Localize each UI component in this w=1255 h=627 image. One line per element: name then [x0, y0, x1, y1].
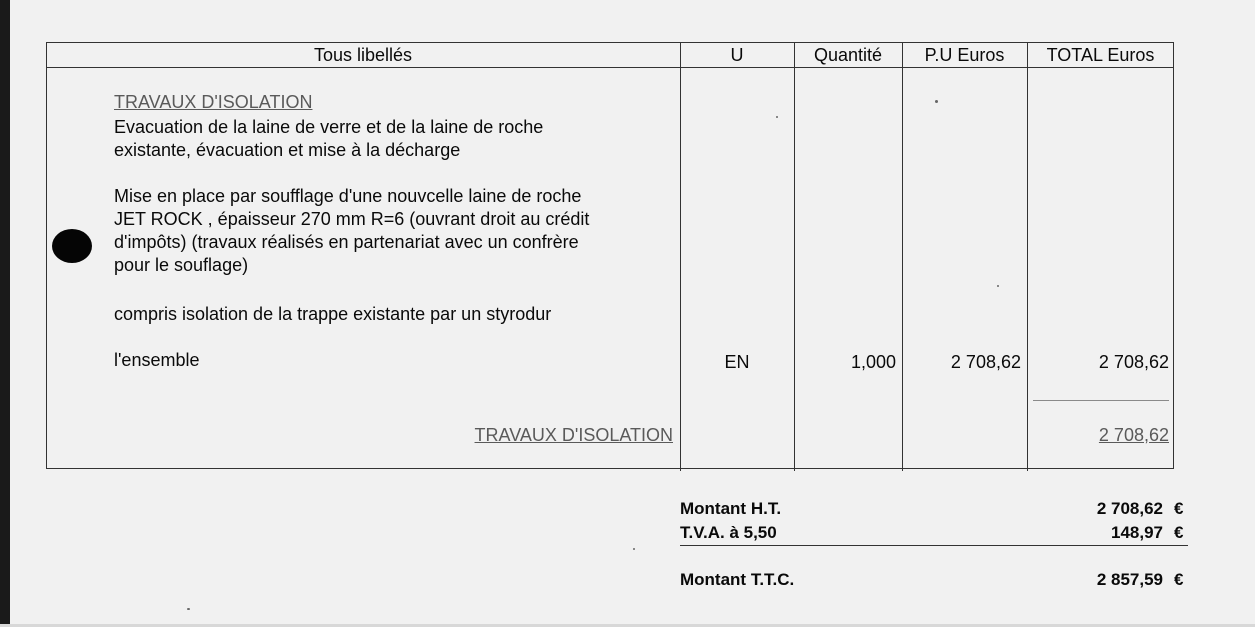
col-divider-unit: [680, 42, 681, 471]
currency-symbol: €: [1174, 523, 1184, 542]
subtotal-value: 2 708,62: [1098, 425, 1169, 445]
line-item-quantity: 1,000: [850, 352, 896, 372]
header-label: Tous libellés: [313, 45, 413, 65]
currency-symbol: €: [1174, 570, 1184, 589]
header-unit: U: [730, 45, 744, 65]
header-quantity: Quantité: [813, 45, 883, 65]
scan-speck: [776, 116, 778, 118]
col-divider-unit-price: [902, 42, 903, 471]
description-line: Mise en place par soufflage d'une nouvcelle laine de roche: [114, 186, 582, 206]
description-line: existante, évacuation et mise à la décharge: [114, 140, 461, 160]
header-unit-price: P.U Euros: [924, 45, 1005, 65]
tva-label: T.V.A. à 5,50: [680, 523, 777, 542]
subtotal-separator: [1033, 400, 1169, 401]
total-ht-value: 2 708,62: [1096, 499, 1163, 518]
col-divider-total: [1027, 42, 1028, 471]
description-line: JET ROCK , épaisseur 270 mm R=6 (ouvrant droit au crédit: [114, 209, 590, 229]
col-divider-quantity: [794, 42, 795, 471]
subtotal-label: TRAVAUX D'ISOLATION: [474, 425, 673, 445]
section-title: TRAVAUX D'ISOLATION: [114, 92, 313, 112]
line-item-unit: EN: [724, 352, 750, 372]
header-total: TOTAL Euros: [1046, 45, 1155, 65]
header-divider: [46, 67, 1174, 68]
total-ttc-label: Montant T.T.C.: [680, 570, 795, 589]
tva-value: 148,97: [1111, 523, 1163, 542]
total-ht-label: Montant H.T.: [680, 499, 782, 518]
line-item-unit-price: 2 708,62: [950, 352, 1021, 372]
scan-speck: [187, 608, 190, 610]
scan-edge: [0, 0, 10, 627]
scan-speck: [997, 285, 999, 287]
line-item-label: l'ensemble: [114, 350, 200, 370]
scan-speck: [935, 100, 938, 103]
total-ttc-value: 2 857,59: [1096, 570, 1163, 589]
line-item-total: 2 708,62: [1098, 352, 1169, 372]
totals-divider: [680, 545, 1188, 546]
scan-speck: [633, 548, 635, 550]
description-line: pour le souflage): [114, 255, 249, 275]
description-line: d'impôts) (travaux réalisés en partenariat avec un confrère: [114, 232, 579, 252]
description-line: compris isolation de la trappe existante par un styrodur: [114, 304, 552, 324]
description-line: Evacuation de la laine de verre et de la laine de roche: [114, 117, 544, 137]
currency-symbol: €: [1174, 499, 1184, 518]
